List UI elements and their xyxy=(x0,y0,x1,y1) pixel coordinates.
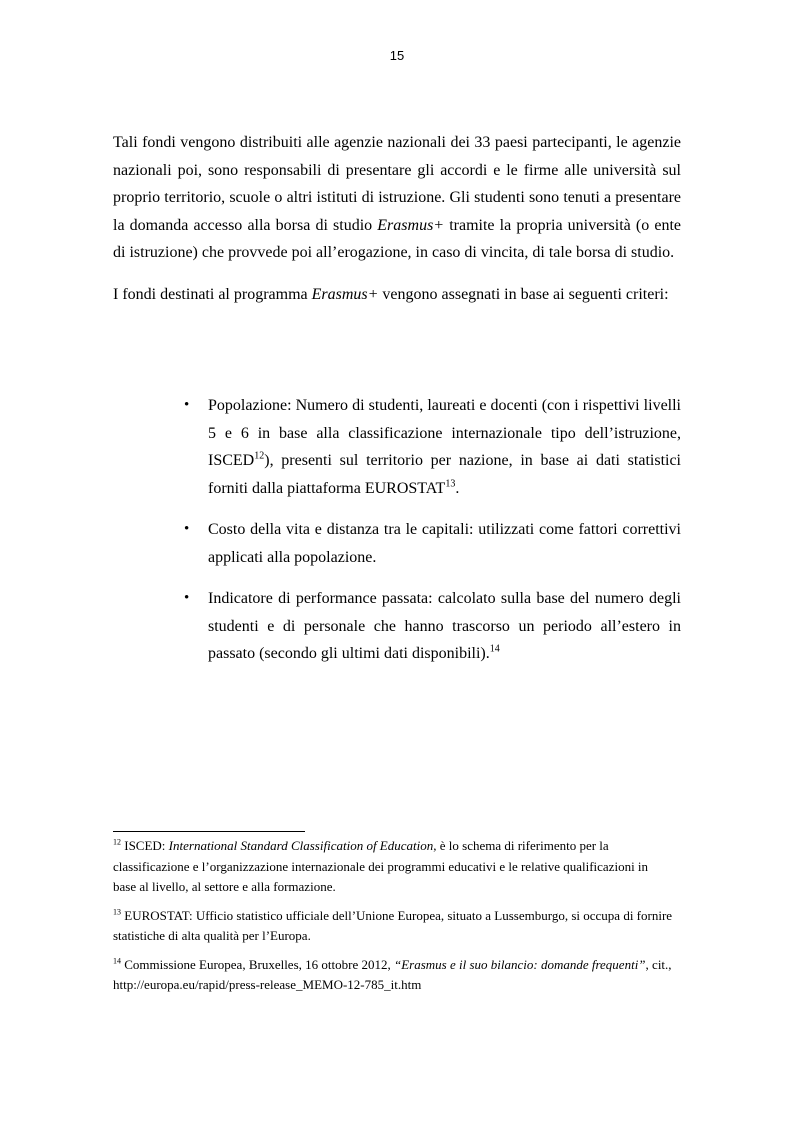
list-item xyxy=(184,392,681,502)
footnote-separator xyxy=(113,831,305,832)
footnote-text: Commissione Europea, Bruxelles, 16 ottobre 2012, xyxy=(121,956,394,972)
footnote-number: 12 xyxy=(113,837,121,847)
footnote-14 xyxy=(113,955,673,996)
bullet-icon: • xyxy=(184,397,190,413)
list-item xyxy=(184,516,681,571)
criteria-list xyxy=(184,392,681,682)
paragraph1-text: Tali fondi vengono distribuiti alle agenzie nazionali dei 33 paesi partecipanti, le agenzie nazionali poi, sono responsabili di presentare gli accordi e le firme alle università sul proprio territorio, scuole o altri istituti di istruzione. Gli studenti sono tenuti a presentare la domanda accesso alla borsa di studio xyxy=(113,134,681,234)
footnote-ref[interactable]: 13 xyxy=(445,478,456,490)
footnote-ref[interactable]: 14 xyxy=(489,643,500,655)
footnote-italic: “Erasmus e il suo bilancio: domande frequenti” xyxy=(393,956,646,972)
erasmus-emphasis: Erasmus+ xyxy=(311,286,379,303)
footnote-13 xyxy=(113,906,673,947)
criterion-text: Costo della vita e distanza tra le capitali: utilizzati come fattori correttivi applicati alla popolazione. xyxy=(208,521,681,566)
paragraph2-text: I fondi destinati al programma xyxy=(113,286,312,303)
criterion-text: Indicatore di performance passata: calcolato sulla base del numero degli studenti e di personale che hanno trascorso un periodo all’estero in passato (secondo gli ultimi dati disponibili). xyxy=(208,590,681,662)
footnote-number: 13 xyxy=(113,907,121,917)
footnote-ref[interactable]: 12 xyxy=(254,450,265,462)
criterion-text: ), presenti sul territorio per nazione, in base ai dati statistici forniti dalla piattaforma EUROSTAT xyxy=(208,452,681,497)
paragraph-distribution xyxy=(113,129,681,267)
bullet-icon: • xyxy=(184,521,190,537)
footnote-text: , è lo schema di riferimento per la classificazione e l’organizzazione internazionale dei programmi educativi e le relative qualificazioni in base al livello, al settore e alla formazione. xyxy=(113,838,649,894)
bullet-icon: • xyxy=(184,590,190,606)
footnote-italic: International Standard Classification of Education xyxy=(168,838,434,853)
footnote-12 xyxy=(113,836,673,898)
footnote-number: 14 xyxy=(113,956,121,966)
footnotes xyxy=(113,836,673,1004)
list-item xyxy=(184,585,681,668)
footnote-text: ISCED: xyxy=(121,838,169,853)
criterion-text: . xyxy=(455,479,460,497)
paragraph-criteria-intro xyxy=(113,281,681,309)
erasmus-emphasis: Erasmus+ xyxy=(377,216,445,234)
paragraph2-text-after: vengono assegnati in base ai seguenti criteri: xyxy=(378,286,669,303)
page-number: 15 xyxy=(389,48,405,63)
footnote-link-text[interactable]: , cit., http://europa.eu/rapid/press-release_MEMO-12-785_it.htm xyxy=(113,956,672,992)
criterion-text: Popolazione: Numero di studenti, laureati e docenti (con i rispettivi livelli 5 e 6 in base alla classificazione internazionale tipo dell’istruzione, ISCED xyxy=(208,397,681,469)
footnote-text: EUROSTAT: Ufficio statistico ufficiale dell’Unione Europea, situato a Lussemburgo, si occupa di fornire statistiche di alta qualità per l’Europa. xyxy=(113,907,673,943)
paragraph1-text-after: tramite la propria università (o ente di istruzione) che provvede poi all’erogazione, in caso di vincita, di tale borsa di studio. xyxy=(113,216,681,261)
